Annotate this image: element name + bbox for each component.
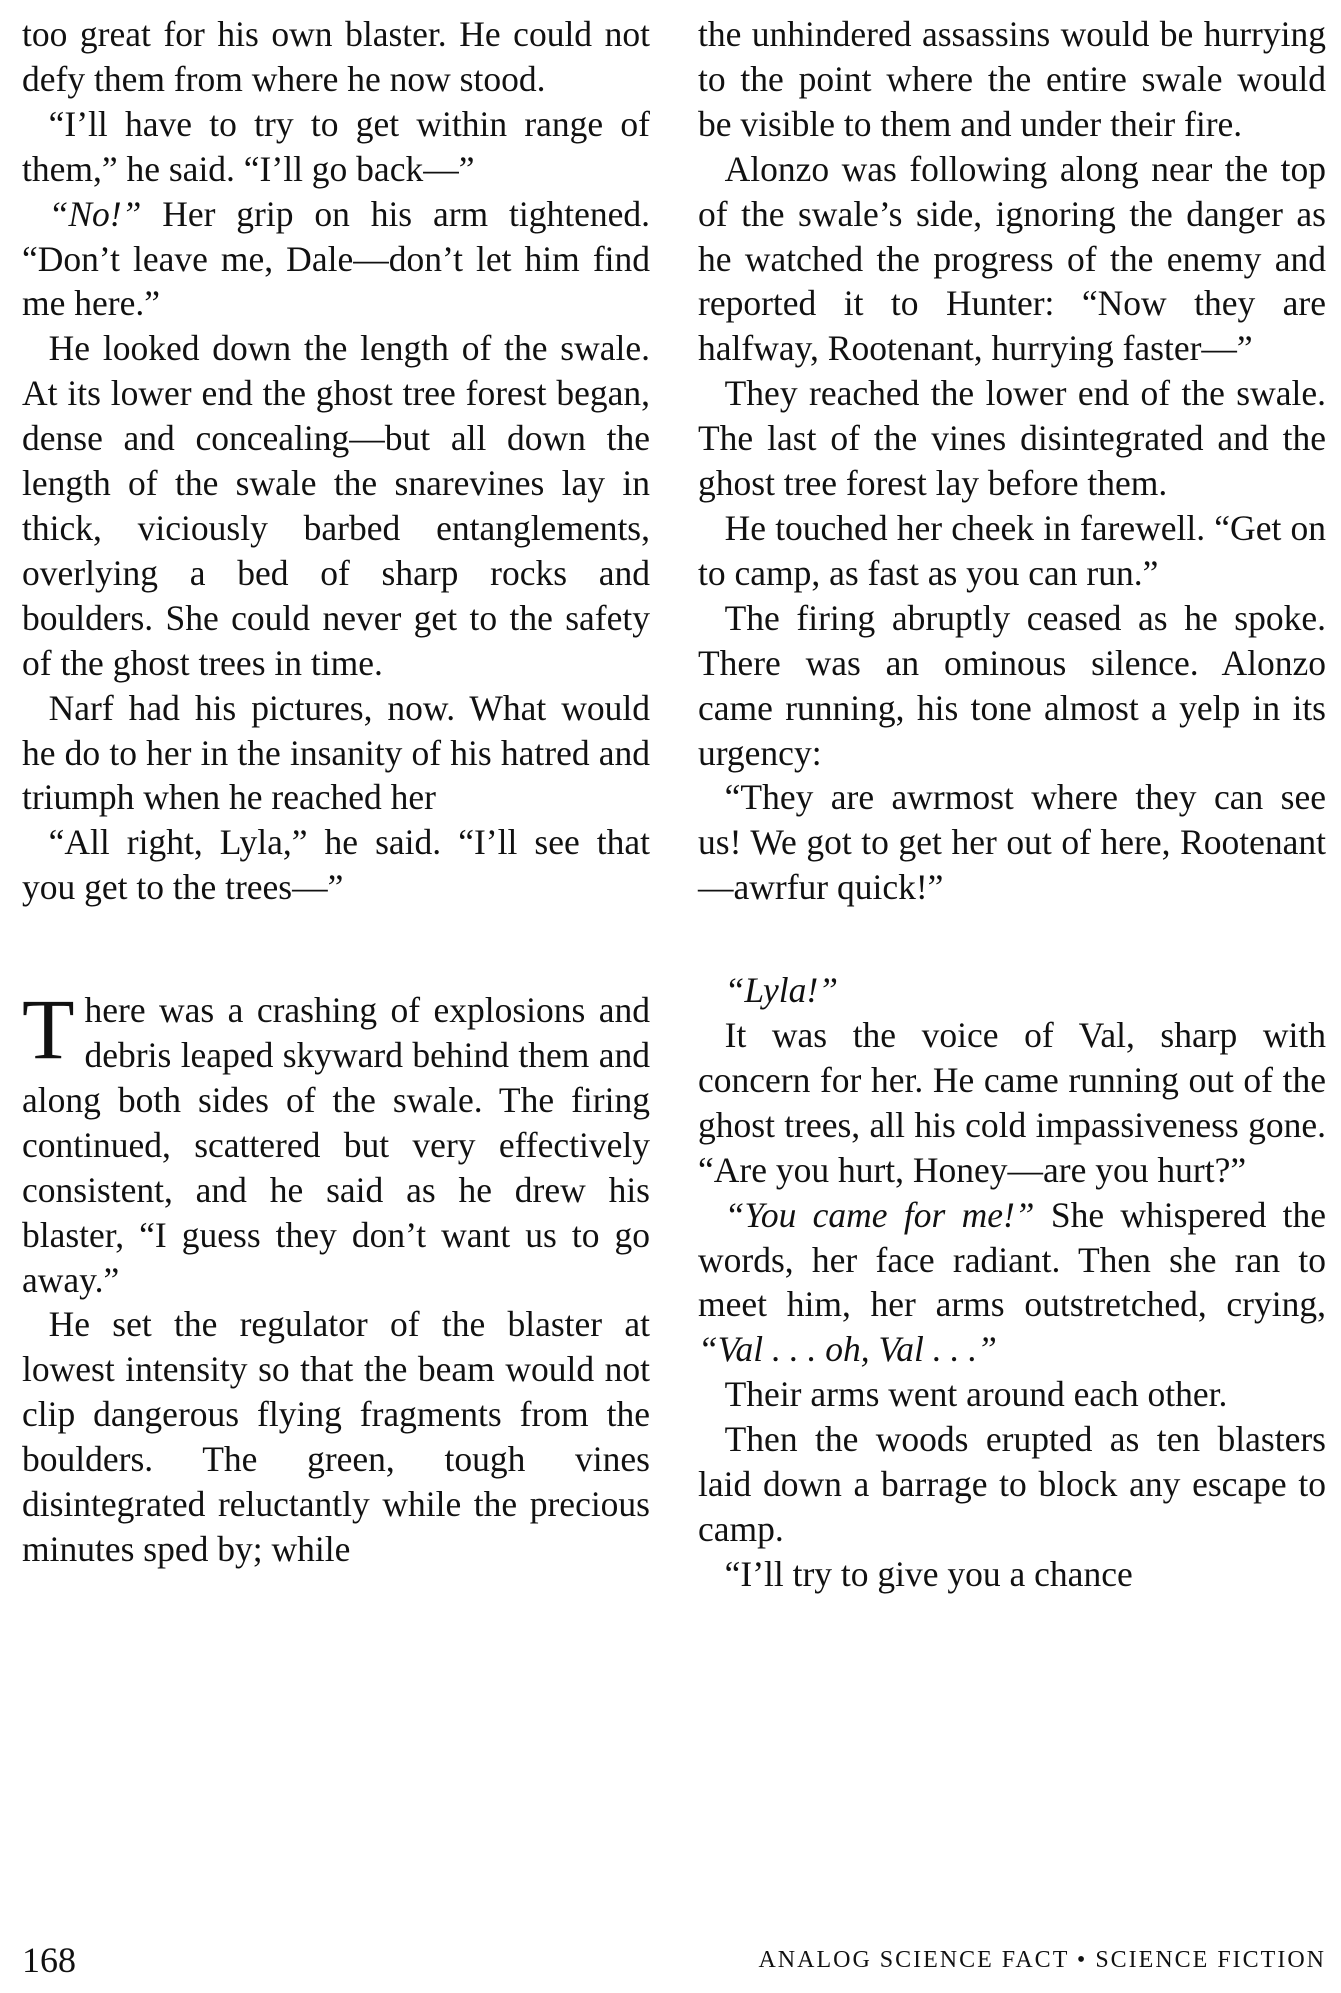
paragraph — [22, 192, 650, 327]
paragraph-text: She whispered the words, her face radiant. Then she ran to meet him, her arms outstretched, crying, — [698, 1194, 1326, 1325]
paragraph — [698, 968, 1326, 1013]
section-break — [22, 910, 650, 988]
scene-break — [698, 910, 1326, 968]
paragraph: He looked down the length of the swale. At its lower end the ghost tree forest began, dense and concealing—but all down the length of the swale the snarevines lay in thick, viciously barbed entanglements, overlying a bed of sharp rocks and boulders. She could never get to the safety of the ghost trees in time. — [22, 328, 650, 683]
paragraph — [698, 1193, 1326, 1373]
italic-dialogue: “You came for me!” — [724, 1194, 1035, 1235]
section-first-paragraph — [22, 981, 650, 1302]
italic-dialogue: “Val . . . oh, Val . . .” — [698, 1329, 997, 1370]
paragraph: “All right, Lyla,” he said. “I’ll see that you get to the trees—” — [22, 822, 650, 908]
left-column — [22, 12, 650, 1572]
paragraph: They reached the lower end of the swale. The last of the vines disintegrated and the ghost tree forest lay before them. — [698, 373, 1326, 504]
page-footer — [22, 1940, 1326, 1980]
paragraph: The firing abruptly ceased as he spoke. There was an ominous silence. Alonzo came running, his tone almost a yelp in its urgency: — [698, 597, 1326, 773]
italic-dialogue: “No!” — [48, 193, 142, 234]
italic-dialogue: “Lyla!” — [724, 970, 838, 1011]
paragraph: “They are awrmost where they can see us! We got to get her out of here, Rootenant—awrfur quick!” — [698, 777, 1326, 908]
paragraph-text: Her grip on his arm tightened. “Don’t leave me, Dale—don’t let him find me here.” — [22, 193, 650, 324]
paragraph: Alonzo was following along near the top of the swale’s side, ignoring the danger as he watched the progress of the enemy and reported it to Hunter: “Now they are halfway, Rootenant, hurrying faster—” — [698, 148, 1326, 369]
paragraph-text: here was a crashing of explosions and debris leaped skyward behind them and along both sides of the swale. The firing continued, scattered but very effectively consistent, and he said as he drew his blaster, “I guess they don’t want us to go away.” — [22, 990, 650, 1300]
drop-cap: T — [22, 981, 75, 1078]
running-title: ANALOG SCIENCE FACT • SCIENCE FICTION — [758, 1947, 1326, 1973]
paragraph: He set the regulator of the blaster at lowest intensity so that the beam would not clip dangerous flying fragments from the boulders. The green, tough vines disintegrated reluctantly while the precious minutes sped by; while — [22, 1304, 650, 1569]
paragraph: “I’ll try to give you a chance — [724, 1553, 1133, 1594]
paragraph: the unhindered assassins would be hurrying to the point where the entire swale would be visible to them and under their fire. — [698, 14, 1326, 144]
paragraph: Their arms went around each other. — [724, 1374, 1228, 1415]
paragraph: It was the voice of Val, sharp with concern for her. He came running out of the ghost trees, all his cold impassiveness gone. “Are you hurt, Honey—are you hurt?” — [698, 1015, 1326, 1190]
paragraph: He touched her cheek in farewell. “Get on to camp, as fast as you can run.” — [698, 507, 1326, 593]
right-column — [698, 12, 1326, 1597]
paragraph: Then the woods erupted as ten blasters laid down a barrage to block any escape to camp. — [698, 1419, 1326, 1549]
paragraph: too great for his own blaster. He could not defy them from where he now stood. — [22, 14, 650, 99]
page-number: 168 — [22, 1940, 76, 1980]
paragraph: “I’ll have to try to get within range of them,” he said. “I’ll go back—” — [22, 103, 650, 189]
paragraph: Narf had his pictures, now. What would he do to her in the insanity of his hatred and triumph when he reached her — [22, 687, 650, 818]
